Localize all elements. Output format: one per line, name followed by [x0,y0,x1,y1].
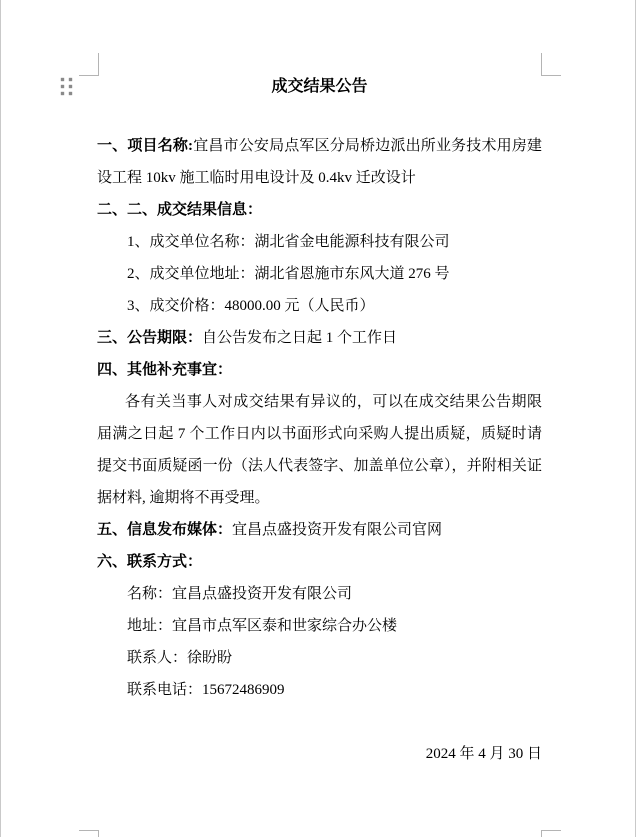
section-publish-media [97,514,542,546]
other-matters-paragraph: 各有关当事人对成交结果有异议的，可以在成交结果公告期限届满之日起 7 个工作日内以书面形式向采购人提出质疑，质疑时请提交书面质疑函一份（法人代表签字、加盖单位公章），并附相关证据材料, 逾期将不再受理。 [97,394,542,506]
contact-phone: 联系电话：15672486909 [127,682,285,698]
text-boundary-mark-bottom-left [79,830,99,837]
result-item-price: 3、成交价格：48000.00 元（人民币） [127,298,375,314]
handle-dot [69,78,72,81]
section-announcement-period-label: 三、公告期限： [97,330,203,346]
section-announcement-period-text: 自公告发布之日起 1 个工作日 [202,330,398,346]
section-contact [97,546,542,578]
document-date: 2024 年 4 月 30 日 [425,746,542,762]
handle-dot [61,92,64,95]
contact-address: 地址：宜昌市点军区泰和世家综合办公楼 [127,618,398,634]
result-item-winner-address: 2、成交单位地址：湖北省恩施市东风大道 276 号 [127,266,450,282]
drag-handle-icon[interactable] [61,78,72,95]
text-boundary-mark-top-right [541,53,561,76]
section-result-info [97,194,542,226]
section-other-matters-label: 四、其他补充事宜： [97,362,233,378]
section-project-name [97,130,542,194]
section-publish-media-label: 五、信息发布媒体： [97,522,233,538]
handle-dot [61,85,64,88]
section-result-info-label: 二、二、成交结果信息： [97,202,263,218]
document-content [97,75,542,770]
contact-person: 联系人：徐盼盼 [127,650,233,666]
text-boundary-mark-top-left [79,53,99,76]
contact-name: 名称：宜昌点盛投资开发有限公司 [127,586,353,602]
section-contact-label: 六、联系方式： [97,554,203,570]
handle-dot [69,85,72,88]
result-item-winner-name: 1、成交单位名称：湖北省金电能源科技有限公司 [127,234,450,250]
section-project-name-text: 宜昌市公安局点军区分局桥边派出所业务技术用房建设工程 10kv 施工临时用电设计及 0.4kv 迁改设计 [97,138,542,186]
section-project-name-label: 一、项目名称: [97,138,194,154]
section-publish-media-text: 宜昌点盛投资开发有限公司官网 [232,522,443,538]
section-announcement-period [97,322,542,354]
handle-dot [61,78,64,81]
text-boundary-mark-bottom-right [541,830,561,837]
section-other-matters [97,354,542,386]
handle-dot [69,92,72,95]
document-title: 成交结果公告 [271,78,368,95]
